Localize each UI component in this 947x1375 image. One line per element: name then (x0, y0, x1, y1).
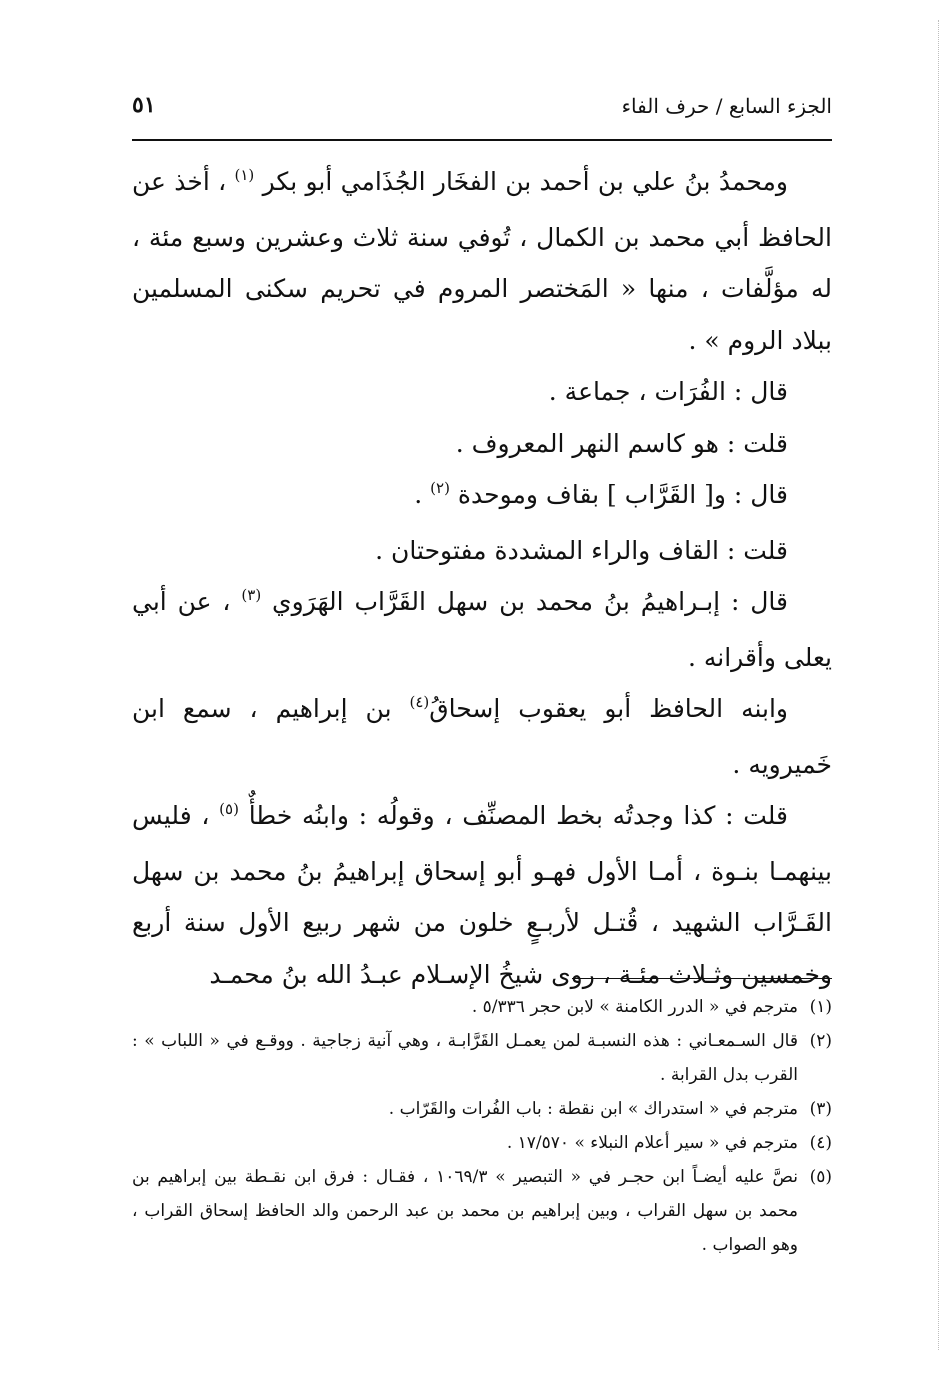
entry-paragraph-3: وابنه الحافظ أبو يعقوب إسحاقُ$^{(٤)}$ بن إبراهيم ، سمع ابن خَميرويه . (132, 693, 832, 779)
page-edge-dots (936, 20, 939, 1350)
footnote-text: مترجم في « سير أعلام النبلاء » ١٧/٥٧٠ . (506, 1133, 798, 1153)
footnote-ref-4: (٤) (409, 693, 430, 711)
entry-line-furat: قال : الفُرَات ، جماعة . (548, 377, 788, 406)
footnote-ref-2: (٢) (430, 479, 450, 497)
main-text (132, 156, 832, 1000)
running-title: الجزء السابع / حرف الفاء (621, 94, 832, 118)
entry-line-river: قلت : هو كاسم النهر المعروف . (455, 428, 788, 458)
footnote-4 (132, 1126, 832, 1160)
footnote-rule (572, 978, 832, 979)
header-rule (132, 139, 832, 141)
footnote-2 (132, 1024, 832, 1092)
footnote-1 (132, 990, 832, 1024)
footnote-ref-1: (١) (234, 166, 255, 184)
footnote-text: مترجم في « الدرر الكامنة » لابن حجر ٥/٣٣٦ . (471, 997, 798, 1017)
footnote-text: قال السـمعـاني : هذه النسبـة لمن يعمـل القَرَّابـة ، وهي آنية زجاجية . ووقـع في « اللباب » : القرب بدل القرابة . (132, 1031, 798, 1085)
footnote-number: (٥) (809, 1167, 832, 1187)
footnote-5 (132, 1160, 832, 1262)
footnote-number: (٤) (809, 1133, 832, 1153)
entry-line-qarrab: قال : و[ القَرَّاب ] بقاف وموحدة $^{(٢)}$ . (414, 479, 788, 509)
footnote-ref-3: (٣) (241, 586, 262, 604)
entry-line-vocalization: قلت : القاف والراء المشددة مفتوحتان . (375, 535, 788, 565)
footnote-number: (٢) (809, 1031, 832, 1051)
footnotes (132, 990, 832, 1262)
page-number: ٥١ (132, 92, 156, 118)
footnote-3 (132, 1092, 832, 1126)
footnote-ref-5: (٥) (219, 800, 239, 818)
footnote-text: مترجم في « استدراك » ابن نقطة : باب الفُرات والقَرّاب . (388, 1099, 798, 1119)
entry-paragraph-1: ومحمدُ بنُ علي بن أحمد بن الفخَار الجُذَامي أبو بكر $^{(١)}$ ، أخذ عن الحافظ أبي محمد بن الكمال ، تُوفي سنة ثلاث وعشرين وسبع مئة ، له مؤلَّفات ، منها « المَختصر المروم في تحريم سكنى المسلمين ببلاد الروم » . (132, 166, 832, 355)
footnote-number: (١) (809, 997, 832, 1017)
entry-paragraph-4: قلت : كذا وجدتُه بخط المصنِّف ، وقولُه : وابنُه خطأٌ $^{(٥)}$ ، فليس بينهمـا بنـوة ، أمـا الأول فهـو أبو إسحاق إبراهيمُ بنُ محمد بن سهل القَـرَّاب الشهيد ، قُتـل لأربـعٍ خلون من شهر ربيع الأول سنة أربع وخمسين وثـلاث مئـة ، روى شيخُ الإسـلام عبـدُ الله بنُ محمـد (132, 800, 832, 989)
page-header (132, 88, 832, 128)
entry-paragraph-2: قال : إبـراهيمُ بنُ محمد بن سهل القَرَّاب الهَرَوي $^{(٣)}$ ، عن أبي يعلى وأقرانه . (132, 586, 832, 672)
footnote-number: (٣) (809, 1099, 832, 1119)
footnote-text: نصَّ عليه أيضـاً ابن حجـر في « التبصير » ١٠٦٩/٣ ، فقـال : فرق ابن نقـطة بين إبراهيم بن محمد بن سهل القراب ، وبين إبراهيم بن محمد بن عبد الرحمن والد الحافظ إسحاق القراب ، وهو الصواب . (132, 1167, 798, 1255)
